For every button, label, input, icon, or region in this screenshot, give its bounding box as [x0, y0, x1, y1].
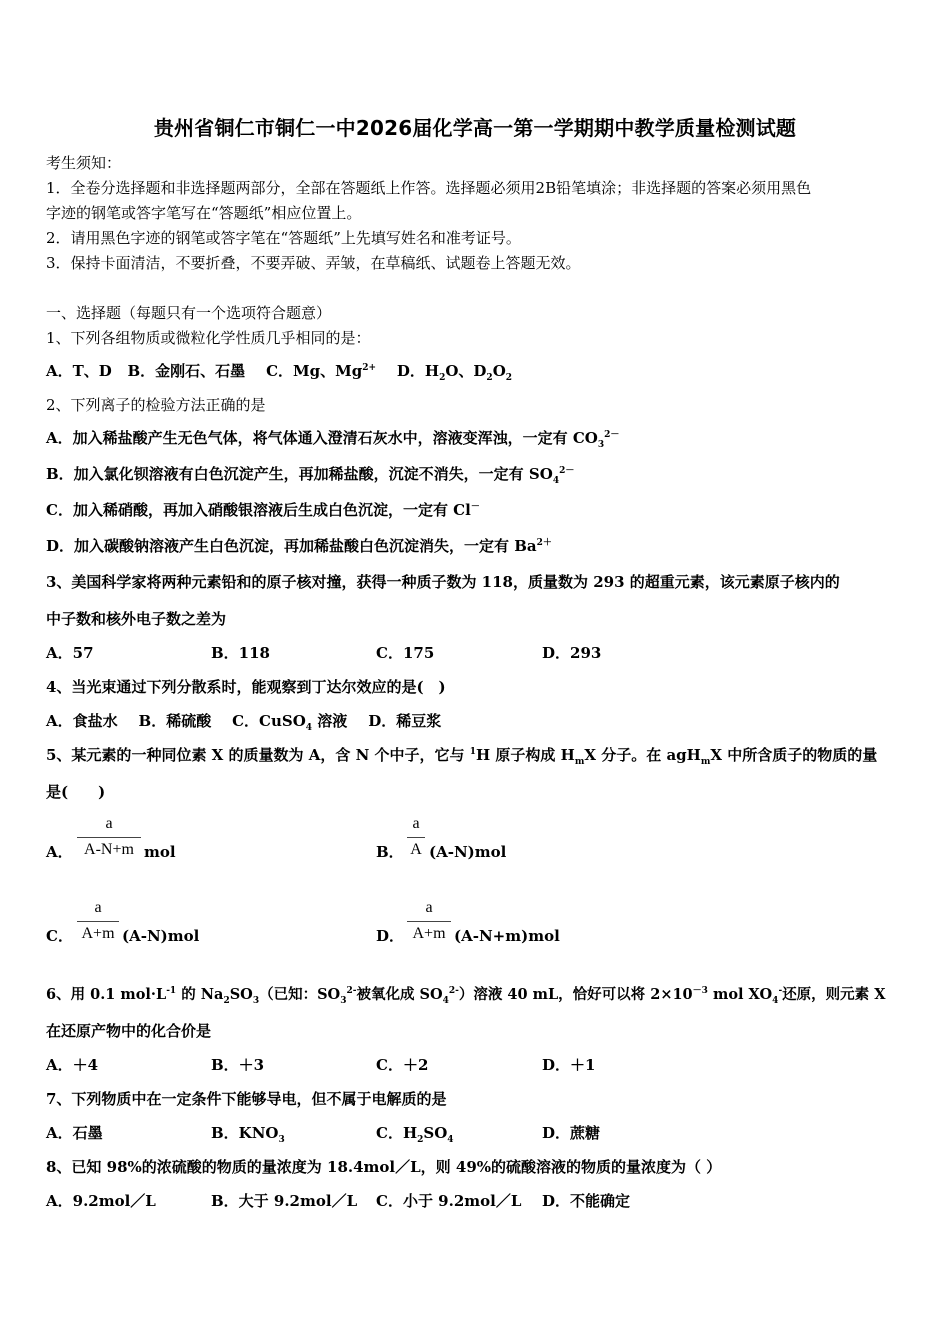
q7-stem: 7、下列物质中在一定条件下能够导电，但不属于电解质的是	[46, 1090, 447, 1108]
q5-option-d-denominator: A+m	[412, 925, 446, 942]
q2-option-d: D．加入碳酸钠溶液产生白色沉淀，再加稀盐酸白色沉淀消失，一定有 $Ba^{2+}$	[46, 537, 552, 555]
q3-option-c: C．175	[376, 644, 435, 662]
q3-stem-a: 3、美国科学家将两种元素铅和的原子核对撞，获得一种质子数为 118，质量数为 293 的超重元素，该元素原子核内的	[46, 573, 840, 591]
notice-heading: 考生须知：	[46, 154, 122, 172]
notice-item-1a: 1．全卷分选择题和非选择题两部分，全部在答题纸上作答。选择题必须用2B铅笔填涂；非选择题的答案必须用黑色	[46, 179, 812, 197]
q5-stem-b: 是( )	[46, 783, 106, 801]
q4-option-a: A．食盐水	[46, 712, 118, 730]
q7-option-b: B．$KNO_3$	[211, 1124, 285, 1145]
q4-option-b: B．稀硫酸	[138, 712, 212, 730]
q4-option-c: C．CuSO$_4$ 溶液	[232, 712, 348, 733]
section-heading: 一、选择题（每题只有一个选项符合题意）	[46, 304, 332, 322]
notice-item-2: 2．请用黑色字迹的钢笔或答字笔在“答题纸”上先填写姓名和准考证号。	[46, 229, 521, 247]
q8-stem: 8、已知 98%的浓硫酸的物质的量浓度为 18.4mol／L，则 49%的硫酸溶液的物质的量浓度为（ ）	[46, 1158, 722, 1176]
q5-option-c-fraction	[77, 899, 119, 947]
q7-option-a: A．石墨	[46, 1124, 103, 1142]
notice-item-1b: 字迹的钢笔或答字笔写在“答题纸”相应位置上。	[46, 204, 362, 222]
q7-option-c: C．$H_2SO_4$	[376, 1124, 454, 1145]
notice-item-3: 3．保持卡面清洁，不要折叠，不要弄破、弄皱，在草稿纸、试题卷上答题无效。	[46, 254, 581, 272]
q1-option-c: C．Mg、$Mg^{2+}$	[266, 362, 376, 380]
q5-option-b-label: B．	[376, 843, 404, 861]
q3-stem-b: 中子数和核外电子数之差为	[46, 610, 227, 628]
q5-option-a-denominator: A-N+m	[84, 841, 134, 858]
q5-option-c-label: C．	[46, 927, 73, 945]
q3-option-d: D．293	[542, 644, 602, 662]
q5-option-a-numerator: a	[105, 815, 113, 832]
q1-option-a: A．T、D	[46, 362, 112, 380]
q6-stem-b: 在还原产物中的化合价是	[46, 1022, 212, 1040]
q5-option-b-numerator: a	[412, 815, 420, 832]
q2-option-a: A．加入稀盐酸产生无色气体，将气体通入澄清石灰水中，溶液变浑浊，一定有 $CO_3^{2-}$	[46, 429, 620, 450]
q1-stem: 1、下列各组物质或微粒化学性质几乎相同的是：	[46, 329, 371, 347]
q1-option-b: B．金刚石、石墨	[127, 362, 246, 380]
q4-stem: 4、当光束通过下列分散系时，能观察到丁达尔效应的是( )	[46, 678, 446, 696]
q7-option-d: D．蔗糖	[542, 1124, 601, 1142]
q5-option-b-unit: (A-N)mol	[429, 843, 507, 861]
q5-option-a-label: A．	[46, 843, 73, 861]
q5-option-a-fraction-bar	[77, 837, 141, 838]
q5-option-c-fraction-bar	[77, 921, 119, 922]
q6-stem-a: 6、用 0.1 $mol\cdot L^{-1}$ 的 $Na_2SO_3$（已知：$SO_3^{2-}$被氧化成 $SO_4^{2-}$）溶液 40 mL，恰好可以将 $2\times 10^{-3}$ mol $XO_4^-$还原，则元素 X	[46, 986, 886, 1006]
q5-option-c-denominator: A+m	[81, 925, 115, 942]
q5-option-d-unit: (A-N+m)mol	[454, 927, 560, 945]
q5-option-d-fraction	[407, 899, 451, 947]
q5-option-d-fraction-bar	[407, 921, 451, 922]
q5-option-c-unit: (A-N)mol	[122, 927, 200, 945]
q5-option-b-fraction-bar	[407, 837, 425, 838]
q1-options	[46, 361, 512, 381]
q5-option-c-numerator: a	[94, 899, 102, 916]
exam-title: 贵州省铜仁市铜仁一中2026届化学高一第一学期期中教学质量检测试题	[153, 116, 797, 140]
q6-option-b: B．＋3	[211, 1056, 265, 1074]
q6-option-a: A．＋4	[46, 1056, 99, 1074]
q5-option-a-unit: mol	[144, 843, 176, 861]
q5-option-d-numerator: a	[425, 899, 433, 916]
q8-option-d: D．不能确定	[542, 1192, 631, 1210]
q3-option-b: B．118	[211, 644, 270, 662]
q8-option-a: A．9.2mol／L	[46, 1192, 156, 1210]
q5-option-b-denominator: A	[410, 841, 422, 858]
q6-option-d: D．＋1	[542, 1056, 596, 1074]
q2-option-c: C．加入稀硝酸，再加入硝酸银溶液后生成白色沉淀，一定有 Cl－	[46, 501, 480, 519]
q4-option-d: D．稀豆浆	[368, 712, 442, 730]
q2-option-b: B．加入氯化钡溶液有白色沉淀产生，再加稀盐酸，沉淀不消失，一定有 $SO_4^{2-}$	[46, 465, 575, 486]
q4-options	[46, 711, 441, 731]
q8-option-b: B．大于 9.2mol／L	[211, 1192, 358, 1210]
q5-option-d-label: D．	[376, 927, 405, 945]
q1-option-d: D．$H_2O$、$D_2O_2$	[396, 362, 513, 383]
q5-option-a-fraction	[77, 815, 141, 863]
q5-stem-a: 5、某元素的一种同位素 X 的质量数为 A，含 N 个中子，它与 $^1$H 原子构成 $H_mX$ 分子。在 agH$_m$X 中所含质子的物质的量	[46, 746, 878, 767]
q3-option-a: A．57	[46, 644, 94, 662]
q8-option-c: C．小于 9.2mol／L	[376, 1192, 522, 1210]
q5-option-b-fraction	[407, 815, 425, 863]
q6-option-c: C．＋2	[376, 1056, 429, 1074]
q2-stem: 2、下列离子的检验方法正确的是	[46, 396, 266, 414]
